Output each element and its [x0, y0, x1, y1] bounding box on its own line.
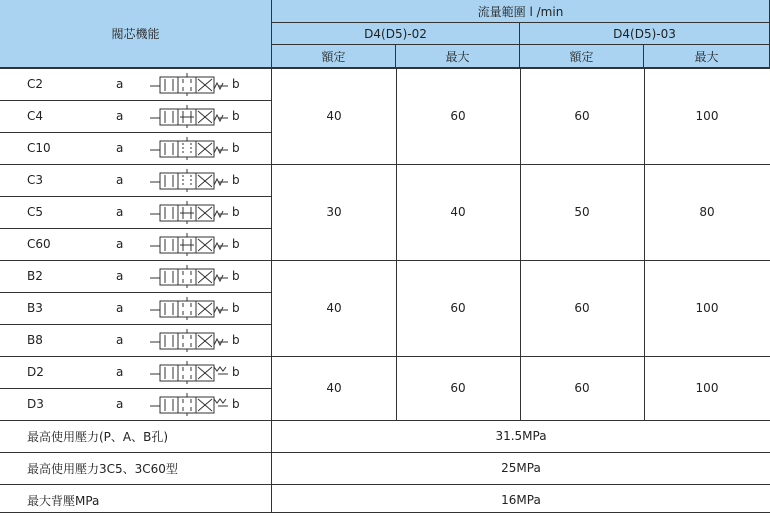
grid-line: [396, 68, 397, 420]
flow-value-rated-02: 40: [326, 381, 342, 395]
grid-line: [0, 420, 770, 421]
grid-line: [0, 292, 272, 293]
port-a-label: a: [116, 237, 124, 251]
spool-code: D3: [27, 397, 44, 411]
port-a-label: a: [116, 173, 124, 187]
port-b-label: b: [232, 301, 240, 315]
valve-symbol-icon: [150, 232, 228, 256]
port-b-label: b: [232, 397, 240, 411]
spool-code: C3: [27, 173, 44, 187]
grid-line: [271, 68, 272, 512]
port-b-label: b: [232, 365, 240, 379]
port-b-label: b: [232, 77, 240, 91]
grid-line: [0, 452, 770, 453]
port-a-label: a: [116, 365, 124, 379]
flow-value-rated-03: 60: [574, 109, 590, 123]
spool-code: B8: [27, 333, 43, 347]
grid-line: [0, 132, 272, 133]
grid-line: [0, 484, 770, 485]
valve-symbol-icon: [150, 136, 228, 160]
flow-value-rated-02: 40: [326, 301, 342, 315]
grid-line: [0, 260, 770, 261]
spool-code: B3: [27, 301, 43, 315]
valve-symbol-icon: [150, 200, 228, 224]
spec-label: 最高使用壓力(P、A、B孔): [27, 429, 169, 444]
spec-value: 25MPa: [501, 461, 541, 475]
port-b-label: b: [232, 173, 240, 187]
grid-line: [0, 228, 272, 229]
flow-value-max-02: 60: [450, 301, 466, 315]
grid-line: [0, 356, 770, 357]
port-b-label: b: [232, 333, 240, 347]
port-b-label: b: [232, 205, 240, 219]
valve-symbol-icon: [150, 360, 228, 384]
grid-line: [0, 68, 770, 69]
valve-symbol-icon: [150, 392, 228, 416]
port-a-label: a: [116, 397, 124, 411]
spec-label: 最大背壓MPa: [27, 493, 100, 508]
valve-symbol-icon: [150, 328, 228, 352]
flow-value-rated-03: 50: [574, 205, 590, 219]
flow-value-rated-03: 60: [574, 381, 590, 395]
spool-code: B2: [27, 269, 43, 283]
grid-line: [0, 388, 272, 389]
port-a-label: a: [116, 77, 124, 91]
rated-03-header: 額定: [520, 45, 644, 68]
valve-symbol-icon: [150, 264, 228, 288]
flow-value-max-02: 60: [450, 381, 466, 395]
flow-value-rated-02: 40: [326, 109, 342, 123]
spec-label: 最高使用壓力3C5、3C60型: [27, 461, 178, 476]
flow-value-max-03: 80: [699, 205, 715, 219]
port-a-label: a: [116, 205, 124, 219]
max-02-header: 最大: [396, 45, 520, 68]
valve-symbol-icon: [150, 168, 228, 192]
grid-line: [0, 164, 770, 165]
flow-value-max-02: 40: [450, 205, 466, 219]
flow-value-max-03: 100: [695, 109, 719, 123]
grid-line: [520, 68, 521, 420]
spool-code: C5: [27, 205, 44, 219]
spool-code: C10: [27, 141, 51, 155]
port-b-label: b: [232, 237, 240, 251]
valve-symbol-icon: [150, 104, 228, 128]
model-03-header: D4(D5)-03: [520, 23, 770, 45]
port-b-label: b: [232, 109, 240, 123]
valve-symbol-icon: [150, 72, 228, 96]
port-a-label: a: [116, 269, 124, 283]
spec-value: 31.5MPa: [495, 429, 547, 443]
spool-code: C2: [27, 77, 44, 91]
grid-line: [0, 196, 272, 197]
max-03-header: 最大: [644, 45, 770, 68]
flow-range-header: 流量範圍 l /min: [272, 0, 770, 23]
valve-function-header: 閥芯機能: [0, 0, 272, 68]
model-02-header: D4(D5)-02: [272, 23, 520, 45]
flow-value-rated-02: 30: [326, 205, 342, 219]
rated-02-header: 額定: [272, 45, 396, 68]
spec-value: 16MPa: [501, 493, 541, 507]
port-b-label: b: [232, 141, 240, 155]
port-a-label: a: [116, 333, 124, 347]
port-a-label: a: [116, 141, 124, 155]
port-a-label: a: [116, 109, 124, 123]
flow-value-rated-03: 60: [574, 301, 590, 315]
port-a-label: a: [116, 301, 124, 315]
grid-line: [0, 100, 272, 101]
flow-value-max-03: 100: [695, 381, 719, 395]
flow-value-max-03: 100: [695, 301, 719, 315]
spool-code: C4: [27, 109, 44, 123]
port-b-label: b: [232, 269, 240, 283]
flow-value-max-02: 60: [450, 109, 466, 123]
grid-line: [644, 68, 645, 420]
grid-line: [0, 324, 272, 325]
valve-symbol-icon: [150, 296, 228, 320]
spool-code: D2: [27, 365, 44, 379]
spool-code: C60: [27, 237, 51, 251]
